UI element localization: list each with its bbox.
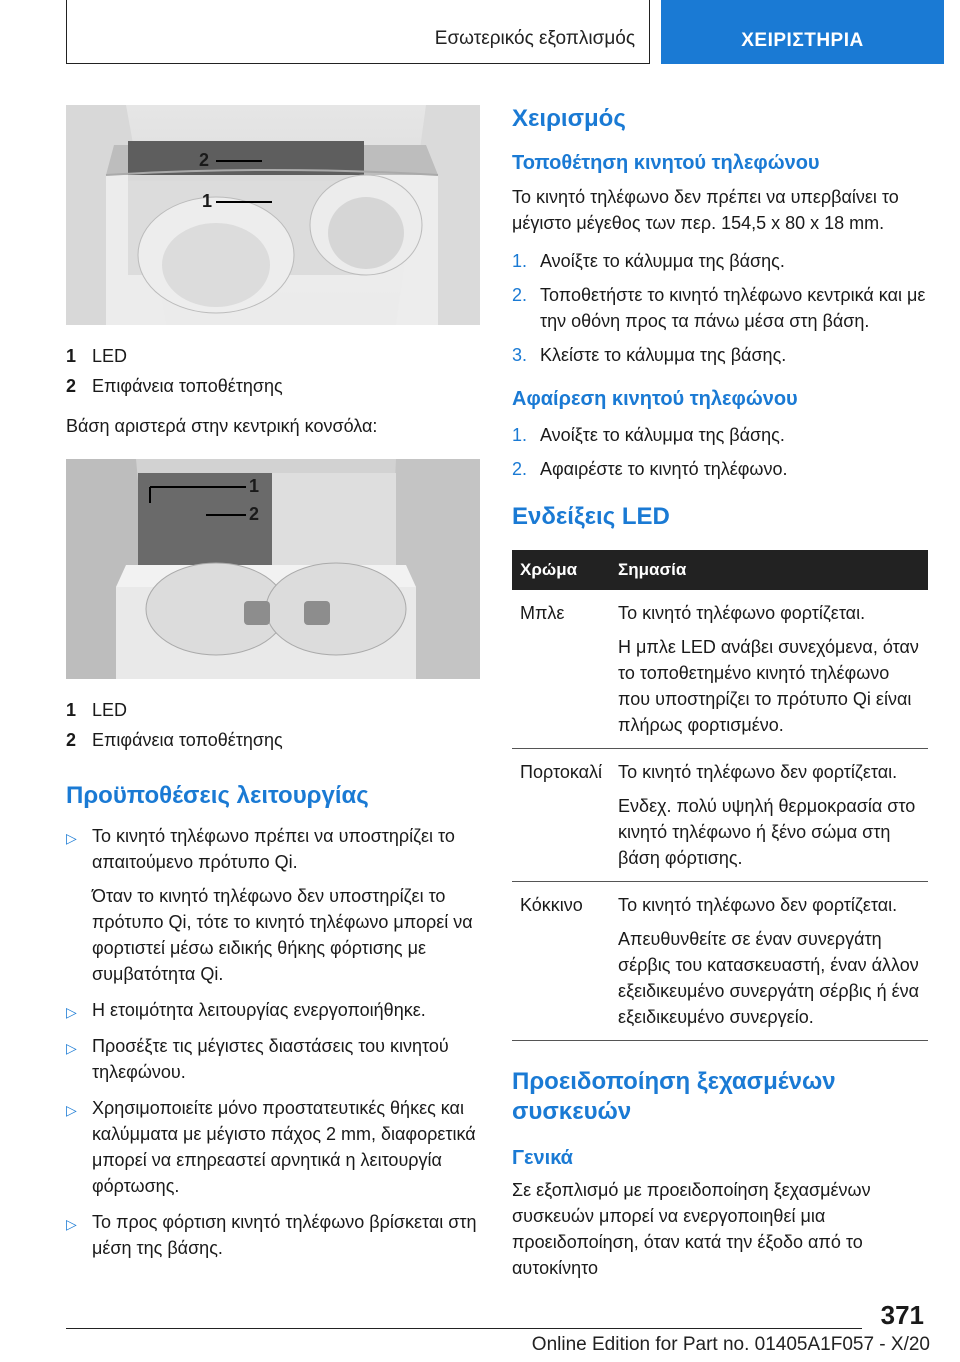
column-header-color: Χρώμα xyxy=(512,550,610,590)
list-item xyxy=(512,422,928,448)
remove-phone-heading: Αφαίρεση κινητού τηλεφώνου xyxy=(512,388,798,410)
step-number: 2. xyxy=(512,285,528,305)
led-meaning-cell xyxy=(610,590,928,749)
legend-label: Επιφάνεια τοποθέτησης xyxy=(92,730,283,750)
table-row xyxy=(512,882,928,1041)
list-item xyxy=(66,1209,480,1261)
step-text: Ανοίξτε το κάλυμμα της βάσης. xyxy=(540,251,785,271)
legend-row xyxy=(66,341,480,371)
led-color-cell: Κόκκινο xyxy=(512,882,610,1041)
led-meaning-cell xyxy=(610,749,928,882)
list-item-text: Το προς φόρτιση κινητό τηλέφωνο βρίσκεται στη μέση της βάσης. xyxy=(92,1212,477,1258)
header-chapter-tab xyxy=(661,0,944,64)
triangle-bullet-icon: ▷ xyxy=(66,830,77,846)
triangle-bullet-icon: ▷ xyxy=(66,1216,77,1232)
step-number: 3. xyxy=(512,345,528,365)
list-item xyxy=(512,248,928,274)
header-section-box xyxy=(66,0,650,64)
list-item-text: Το κινητό τηλέφωνο πρέπει να υποστηρίζει το απαιτούμενο πρότυπο Qi. xyxy=(92,826,455,872)
header-chapter-title: ΧΕΙΡΙΣΤΗΡΙΑ xyxy=(741,30,864,51)
prereq-list xyxy=(66,823,480,1261)
figure2-legend xyxy=(66,695,480,755)
led-meaning-cell xyxy=(610,882,928,1041)
step-number: 1. xyxy=(512,251,528,271)
callout-label: 2 xyxy=(199,150,210,170)
step-text: Τοποθετήστε το κινητό τηλέφωνο κεντρικά και με την οθόνη προς τα πάνω μέσα στη βάση. xyxy=(540,285,926,331)
list-item-note: Όταν το κινητό τηλέφωνο δεν υποστηρίζει το πρότυπο Qi, τότε το κινητό τηλέφωνο μπορεί να φορτιστεί μέσω ειδικής θήκης φόρτισης με συμβατότητα Qi. xyxy=(92,886,473,984)
step-text: Κλείστε το κάλυμμα της βάσης. xyxy=(540,345,787,365)
table-row xyxy=(512,749,928,882)
figure1-legend xyxy=(66,341,480,401)
legend-row xyxy=(66,371,480,401)
general-subheading: Γενικά xyxy=(512,1147,573,1169)
callout-label: 2 xyxy=(249,504,260,524)
list-item xyxy=(512,456,928,482)
header-section-title: Εσωτερικός εξοπλισμός xyxy=(434,28,635,49)
page-number: 371 xyxy=(880,1300,924,1330)
legend-label: Επιφάνεια τοποθέτησης xyxy=(92,376,283,396)
triangle-bullet-icon: ▷ xyxy=(66,1040,77,1056)
led-meaning-detail: Ενδεχ. πολύ υψηλή θερμοκρασία στο κινητό τηλέφωνο ή ξένο σώμα στη βάση φόρτισης. xyxy=(618,796,916,868)
left-column xyxy=(66,105,480,1271)
led-meaning-detail: Απευθυνθείτε σε έναν συνεργάτη σέρβις του κατασκευαστή, έναν άλλον εξειδικευμένο συνεργάτη σέρβις ή ένα εξειδικευμένο συνεργείο. xyxy=(618,929,920,1027)
callout-label: 1 xyxy=(249,476,260,496)
led-meaning-line: Το κινητό τηλέφωνο δεν φορτίζεται. xyxy=(618,895,898,915)
forgotten-device-heading: Προειδοποίηση ξεχασμένων συσκευών xyxy=(512,1068,836,1125)
step-number: 1. xyxy=(512,425,528,445)
list-item xyxy=(66,997,480,1023)
footer-divider xyxy=(66,1328,862,1329)
led-heading: Ενδείξεις LED xyxy=(512,503,670,530)
legend-row xyxy=(66,695,480,725)
right-column xyxy=(512,104,928,1281)
list-item-text: Η ετοιμότητα λειτουργίας ενεργοποιήθηκε. xyxy=(92,1000,426,1020)
figure-wireless-charging-tray xyxy=(66,105,480,325)
step-number: 2. xyxy=(512,459,528,479)
triangle-bullet-icon: ▷ xyxy=(66,1004,77,1020)
step-text: Ανοίξτε το κάλυμμα της βάσης. xyxy=(540,425,785,445)
remove-phone-steps xyxy=(512,422,928,482)
legend-label: LED xyxy=(92,700,128,720)
place-phone-heading: Τοποθέτηση κινητού τηλεφώνου xyxy=(512,152,820,174)
callout-label: 1 xyxy=(202,191,213,211)
forgotten-device-text: Σε εξοπλισμό με προειδοποίηση ξεχασμένων συσκευών μπορεί να ενεργοποιηθεί μια προειδοποίηση, όταν κατά την έξοδο από το αυτοκίνητο xyxy=(512,1180,871,1278)
prereq-heading: Προϋποθέσεις λειτουργίας xyxy=(66,782,369,809)
legend-number: 1 xyxy=(66,700,77,720)
list-item-text: Προσέξτε τις μέγιστες διαστάσεις του κινητού τηλεφώνου. xyxy=(92,1036,449,1082)
figure-left-console-tray xyxy=(66,459,480,679)
legend-number: 2 xyxy=(66,730,77,750)
table-header-row xyxy=(512,550,928,590)
table-row xyxy=(512,590,928,749)
list-item xyxy=(66,1095,480,1199)
operation-heading: Χειρισμός xyxy=(512,105,626,132)
led-meaning-line: Το κινητό τηλέφωνο δεν φορτίζεται. xyxy=(618,762,898,782)
list-item xyxy=(66,823,480,987)
place-phone-steps xyxy=(512,248,928,368)
led-color-cell: Πορτοκαλί xyxy=(512,749,610,882)
led-meaning-line: Το κινητό τηλέφωνο φορτίζεται. xyxy=(618,603,866,623)
legend-number: 1 xyxy=(66,346,77,366)
led-meaning-detail: Η μπλε LED ανάβει συνεχόμενα, όταν το τοποθετημένο κινητό τηλέφωνο που υποστηρίζει το πρότυπο Qi είναι πλήρως φορτισμένο. xyxy=(618,637,919,735)
list-item xyxy=(66,1033,480,1085)
list-item-text: Χρησιμοποιείτε μόνο προστατευτικές θήκες και καλύμματα με μέγιστο πάχος 2 mm, διαφορετικά μπορεί να επηρεαστεί αρνητικά η λειτουργία φόρτωσης. xyxy=(92,1098,476,1196)
triangle-bullet-icon: ▷ xyxy=(66,1102,77,1118)
place-phone-text: Το κινητό τηλέφωνο δεν πρέπει να υπερβαίνει το μέγιστο μέγεθος των περ. 154,5 x 80 x 18 mm. xyxy=(512,187,899,233)
left-console-intro: Βάση αριστερά στην κεντρική κονσόλα: xyxy=(66,416,378,436)
led-table xyxy=(512,550,928,1041)
legend-number: 2 xyxy=(66,376,77,396)
legend-label: LED xyxy=(92,346,128,366)
list-item xyxy=(512,342,928,368)
led-color-cell: Μπλε xyxy=(512,590,610,749)
list-item xyxy=(512,282,928,334)
footer-edition: Online Edition for Part no. 01405A1F057 - X/20 xyxy=(531,1334,930,1355)
legend-row xyxy=(66,725,480,755)
column-header-meaning: Σημασία xyxy=(610,550,928,590)
step-text: Αφαιρέστε το κινητό τηλέφωνο. xyxy=(540,459,788,479)
